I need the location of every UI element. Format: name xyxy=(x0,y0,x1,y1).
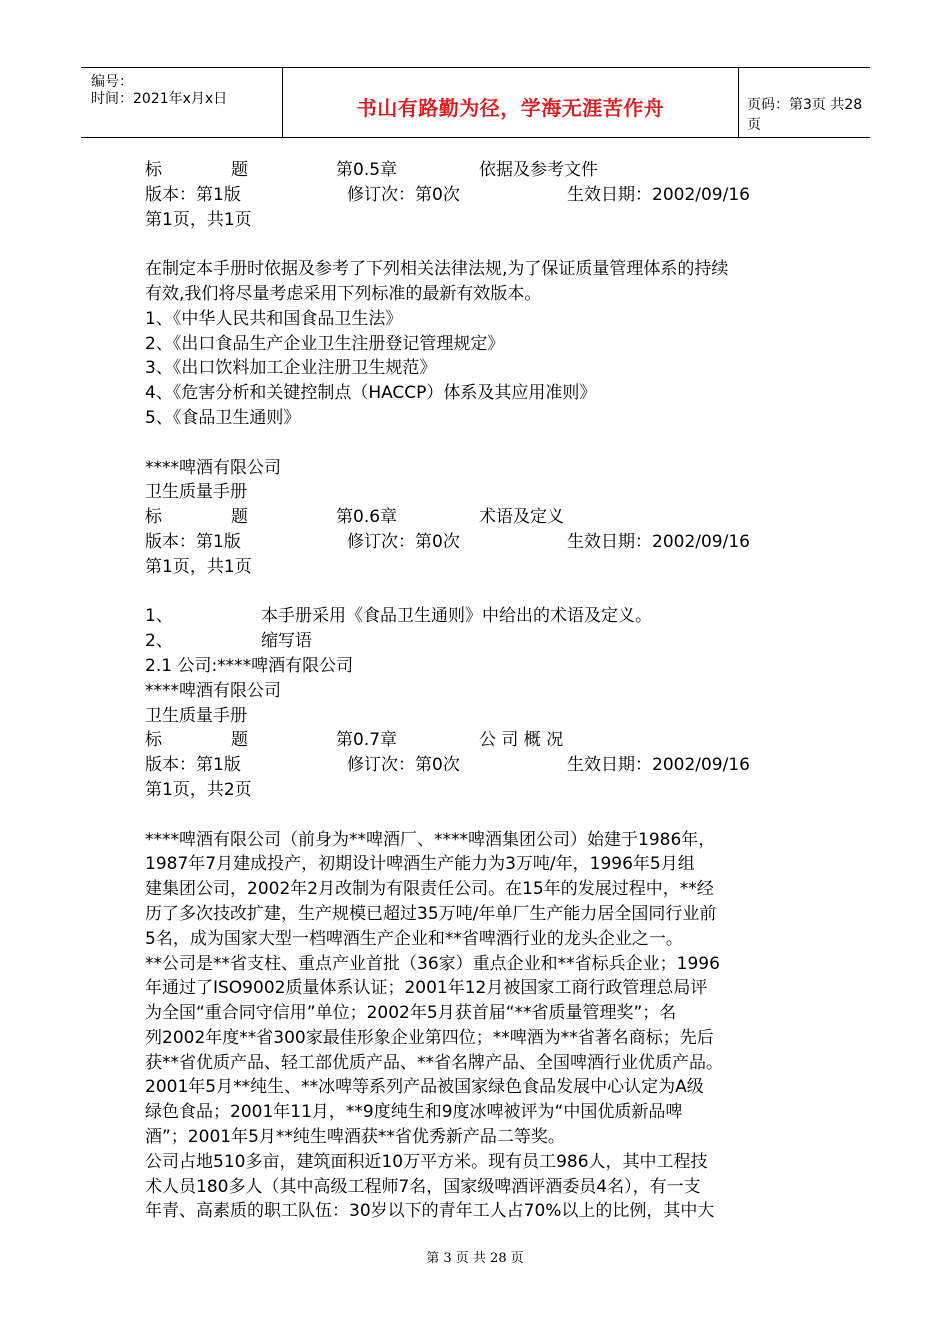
paragraph-line: **公司是**省支柱、重点产业首批（36家）重点企业和**省标兵企业；1996 xyxy=(145,953,720,974)
chapter-name: 公 司 概 况 xyxy=(479,730,564,751)
motto-text: 书山有路勤为径，学海无涯苦作舟 xyxy=(356,96,665,120)
chapter-number: 第0.7章 xyxy=(336,730,398,751)
version-label: 版本：第1版 xyxy=(145,755,241,776)
item-number: 1、 xyxy=(145,606,173,627)
title-label-a: 标 xyxy=(145,730,162,751)
paragraph-line: 在制定本手册时依据及参考了下列相关法律法规,为了保证质量管理体系的持续 xyxy=(145,259,729,280)
document-body xyxy=(145,158,825,1224)
header-motto-cell xyxy=(283,68,739,137)
section-title-row xyxy=(145,158,825,183)
paragraph-line: 历了多次技改扩建，生产规模已超过35万吨/年单厂生产能力居全国同行业前 xyxy=(145,903,717,924)
section-pages: 第1页，共1页 xyxy=(145,556,252,577)
section-version-row xyxy=(145,530,825,555)
title-label-b: 题 xyxy=(231,160,248,180)
section-pages: 第1页，共1页 xyxy=(145,209,252,230)
title-label-b: 题 xyxy=(231,507,248,528)
paragraph-line: 公司占地510多亩，建筑面积近10万平方米。现有员工986人，其中工程技 xyxy=(145,1151,708,1172)
paragraph-line: 建集团公司，2002年2月改制为有限责任公司。在15年的发展过程中，**经 xyxy=(145,879,714,900)
paragraph-line: ****啤酒有限公司（前身为**啤酒厂、****啤酒集团公司）始建于1986年， xyxy=(145,829,716,850)
time-label: 时间：2021年x月x日 xyxy=(91,91,228,107)
list-item: 1、《中华人民共和国食品卫生法》 xyxy=(145,308,403,329)
revision-label: 修订次：第0次 xyxy=(347,184,460,205)
list-item: 5、《食品卫生通则》 xyxy=(145,407,301,428)
list-item: 3、《出口饮料加工企业注册卫生规范》 xyxy=(145,358,437,379)
page-footer: 第 3 页 共 28 页 xyxy=(426,1251,524,1266)
numbered-row xyxy=(145,604,825,629)
section-title-row xyxy=(145,728,825,753)
paragraph-line: 术人员180多人（其中高级工程师7名，国家级啤酒评酒委员4名），有一支 xyxy=(145,1176,701,1197)
header-page-cell xyxy=(739,68,870,137)
item-text: 本手册采用《食品卫生通则》中给出的术语及定义。 xyxy=(261,606,652,627)
paragraph-line: 年通过了ISO9002质量体系认证；2001年12月被国家工商行政管理总局评 xyxy=(145,978,708,999)
number-label: 编号： xyxy=(91,74,133,90)
paragraph-line: 绿色食品；2001年11月，**9度纯生和9度冰啤被评为“中国优质新品啤 xyxy=(145,1102,683,1123)
section-version-row xyxy=(145,183,825,208)
version-label: 版本：第1版 xyxy=(145,531,241,552)
manual-name: 卫生质量手册 xyxy=(145,705,247,726)
paragraph-line: 为全国“重合同守信用”单位；2002年5月获首届“**省质量管理奖”；名 xyxy=(145,1003,677,1024)
numbered-row xyxy=(145,629,825,654)
effective-date: 生效日期：2002/09/16 xyxy=(567,531,750,552)
paragraph-line: 5名，成为国家大型一档啤酒生产企业和**省啤酒行业的龙头企业之一。 xyxy=(145,928,683,949)
section-pages: 第1页，共2页 xyxy=(145,779,252,800)
paragraph-line: 获**省优质产品、轻工部优质产品、**省名牌产品、全国啤酒行业优质产品。 xyxy=(145,1052,723,1073)
effective-date: 生效日期：2002/09/16 xyxy=(567,184,750,205)
item-number: 2、 xyxy=(145,631,173,652)
section-version-row xyxy=(145,753,825,778)
chapter-name: 依据及参考文件 xyxy=(479,160,598,180)
revision-label: 修订次：第0次 xyxy=(347,531,460,552)
company-name: ****啤酒有限公司 xyxy=(145,457,281,478)
paragraph-line: 酒”；2001年5月**纯生啤酒获**省优秀新产品二等奖。 xyxy=(145,1127,565,1148)
list-item: 2、《出口食品生产企业卫生注册登记管理规定》 xyxy=(145,333,505,354)
paragraph-line: 列2002年度**省300家最佳形象企业第四位；**啤酒为**省著名商标；先后 xyxy=(145,1027,714,1048)
version-label: 版本：第1版 xyxy=(145,184,241,205)
title-label-b: 题 xyxy=(231,730,248,751)
section-title-row xyxy=(145,505,825,530)
paragraph-line: 2001年5月**纯生、**冰啤等系列产品被国家绿色食品发展中心认定为A级 xyxy=(145,1077,704,1098)
page-header xyxy=(81,67,870,138)
header-meta-cell xyxy=(81,68,283,137)
title-label-a: 标 xyxy=(145,507,162,528)
abbreviation-line: 2.1 公司:****啤酒有限公司 xyxy=(145,655,354,676)
revision-label: 修订次：第0次 xyxy=(347,755,460,776)
chapter-number: 第0.6章 xyxy=(336,507,398,528)
page-number-label: 页码：第3页 共28页 xyxy=(747,97,863,133)
paragraph-line: 1987年7月建成投产，初期设计啤酒生产能力为3万吨/年，1996年5月组 xyxy=(145,854,695,875)
manual-name: 卫生质量手册 xyxy=(145,482,247,503)
item-text: 缩写语 xyxy=(261,631,312,652)
paragraph-line: 年青、高素质的职工队伍：30岁以下的青年工人占70%以上的比例，其中大 xyxy=(145,1201,715,1222)
paragraph-line: 有效,我们将尽量考虑采用下列标准的最新有效版本。 xyxy=(145,283,542,304)
chapter-number: 第0.5章 xyxy=(336,160,398,180)
effective-date: 生效日期：2002/09/16 xyxy=(567,755,750,776)
chapter-name: 术语及定义 xyxy=(479,507,564,528)
company-name: ****啤酒有限公司 xyxy=(145,680,281,701)
title-label-a: 标 xyxy=(145,160,162,180)
list-item: 4、《危害分析和关键控制点（HACCP）体系及其应用准则》 xyxy=(145,383,597,404)
